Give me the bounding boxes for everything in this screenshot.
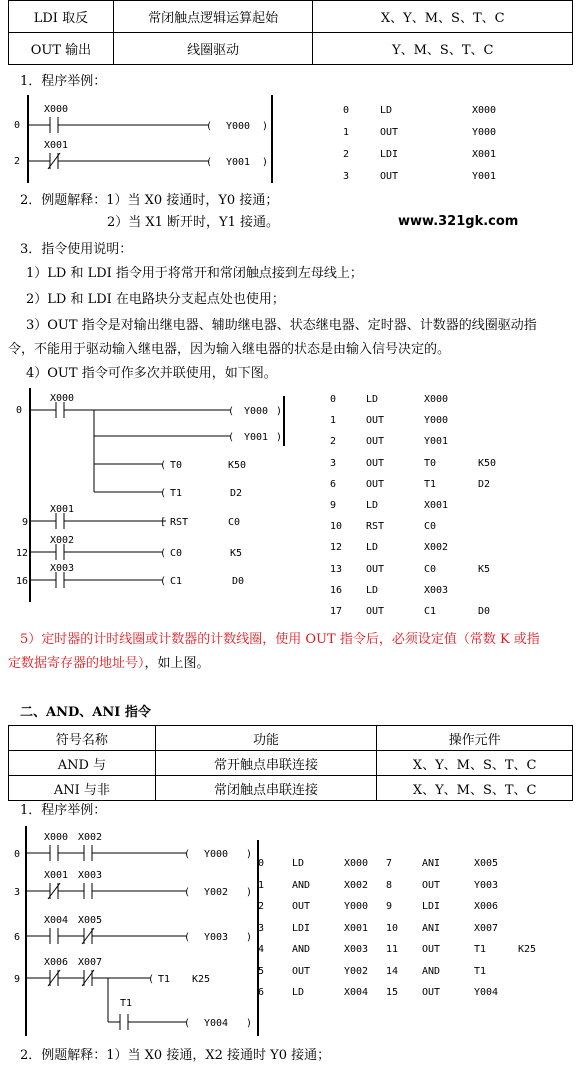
listing-cell: 6 [258,987,265,998]
listing-cell: 9 [386,901,393,912]
step-number: 2 [14,156,21,167]
usage-title: 3．指令使用说明： [20,242,133,257]
note-5-red-text: 定数据寄存器的地址号） [8,656,145,671]
listing-cell: OUT [292,965,311,977]
svg-text:(: ( [148,974,155,985]
svg-text:): ) [246,932,253,943]
listing-cell: 15 [386,987,399,998]
svg-text:[: [ [160,517,167,528]
listing-cell: X000 [472,105,497,116]
listing-cell: OUT [422,987,441,998]
svg-text:(: ( [160,460,167,471]
listing-cell: OUT [366,436,385,448]
listing-cell: 17 [330,606,343,617]
listing-cell: 1 [258,879,265,891]
listing-cell: OUT [422,879,441,891]
contact-label: X005 [78,915,103,926]
listing-cell: LD [292,987,305,998]
listing-cell: LDI [292,922,311,934]
contact-label: X000 [44,104,69,115]
listing-cell: LD [366,542,379,554]
contact-label: X000 [50,393,75,404]
listing-cell: X006 [474,901,499,912]
table-cell: AND 与 [9,751,156,776]
contact-label: T1 [120,998,133,1009]
table-cell: X、Y、M、S、T、C [377,751,573,776]
website-watermark: www.321gk.com [398,214,519,229]
listing-cell: X007 [474,922,499,934]
contact-label: X001 [50,504,75,515]
listing-cell: T1 [424,478,437,490]
listing-cell: X003 [344,944,369,955]
listing-cell: LDI [422,901,441,912]
listing-cell: X003 [424,584,449,596]
listing-cell: LD [366,394,379,405]
listing-cell: LD [366,584,379,596]
coil-label: Y000 [244,406,269,417]
note-5-continued [8,656,210,672]
svg-text:): ) [246,1018,253,1029]
step-number: 3 [14,887,21,898]
step-number: 0 [14,120,21,131]
listing-cell: C1 [424,606,437,617]
step-number: 16 [16,576,29,587]
listing-cell: Y000 [472,127,497,138]
listing-cell: X002 [424,542,449,554]
usage-item: 2）LD 和 LDI 在电路块分支起点处也使用； [26,292,285,307]
listing-cell: 0 [330,394,337,405]
coil-label: Y004 [204,1018,229,1029]
example-title: 1．程序举例： [20,803,107,818]
svg-text:): ) [276,406,283,417]
listing-cell: 4 [258,944,265,955]
listing-cell: D0 [478,606,491,617]
svg-text:): ) [246,887,253,898]
table-header-cell: 操作元件 [377,726,573,751]
ladder-diagram-3 [0,826,275,1041]
listing-cell: C0 [424,521,437,533]
explain-line: 2．例题解释：1）当 X0 接通，X2 接通时 Y0 接通； [20,1048,331,1063]
listing-cell: 1 [343,127,350,138]
contact-label: X002 [78,832,103,843]
listing-cell: 2 [343,149,350,160]
listing-cell: 3 [258,922,265,934]
listing-cell: ANI [422,858,441,869]
coil-label: T1 [158,974,171,985]
listing-cell: OUT [292,901,311,912]
usage-item: 1）LD 和 LDI 指令用于将常开和常闭触点接到左母线上； [26,266,363,281]
svg-text:(: ( [160,488,167,499]
svg-text:): ) [262,157,269,168]
listing-cell: X000 [344,858,369,869]
listing-cell: Y001 [424,436,449,448]
coil-value: C0 [228,517,241,528]
ladder-diagram-2 [0,388,300,620]
explain-line: 2）当 X1 断开时，Y1 接通。 [107,215,280,230]
coil-label: Y000 [204,849,229,860]
listing-cell: Y001 [472,171,497,182]
step-number: 0 [16,405,23,416]
step-number: 9 [14,974,21,985]
svg-text:(: ( [160,548,167,559]
listing-cell: AND [422,965,441,977]
listing-cell: 5 [258,965,265,977]
table-cell: LDI 取反 [9,1,114,33]
listing-cell: X000 [424,394,449,405]
listing-cell: 10 [330,521,343,533]
coil-value: K25 [192,974,211,985]
coil-label: Y003 [204,932,229,943]
listing-cell: LDI [380,149,399,160]
instruction-table-1 [8,0,573,65]
listing-cell: LD [366,500,379,511]
listing-cell: Y003 [474,879,499,891]
listing-cell: 9 [330,500,337,511]
listing-cell: T1 [474,944,487,955]
ladder-diagram-1 [0,95,290,187]
listing-cell: LD [380,105,393,116]
contact-label: X001 [44,870,69,881]
listing-cell: 10 [386,922,399,934]
listing-cell: D2 [478,478,491,490]
coil-value: K50 [228,460,247,471]
listing-cell: K25 [518,944,537,955]
listing-cell: T0 [424,457,437,469]
listing-cell: X001 [424,500,449,511]
section-heading: 二、AND、ANI 指令 [20,705,151,720]
listing-cell: 12 [330,542,343,554]
note-5-black-text: ，如上图。 [144,656,210,671]
listing-cell: 0 [343,105,350,116]
listing-cell: 3 [343,171,350,182]
contact-label: X004 [44,915,69,926]
listing-cell: AND [292,879,311,891]
coil-value: D2 [230,488,243,499]
listing-cell: 16 [330,584,343,596]
svg-text:(: ( [228,432,235,443]
step-number: 12 [16,548,29,559]
table-cell: 常闭触点串联连接 [155,776,377,801]
svg-text:(: ( [206,121,213,132]
table-cell: X、Y、M、S、T、C [313,1,573,33]
listing-cell: X004 [344,987,369,998]
svg-text:(: ( [184,932,191,943]
listing-cell: Y002 [344,965,369,977]
svg-text:(: ( [184,887,191,898]
contact-label: X003 [50,563,75,574]
listing-cell: X001 [472,149,497,160]
listing-cell: 6 [330,478,337,490]
coil-label: T0 [170,460,183,471]
contact-label: X002 [50,535,75,546]
listing-cell: OUT [422,944,441,955]
listing-cell: 0 [258,858,265,869]
example-title: 1．程序举例： [20,74,107,89]
contact-label: X000 [44,832,69,843]
contact-label: X007 [78,957,103,968]
listing-cell: X001 [344,922,369,934]
svg-text:): ) [246,849,253,860]
svg-text:(: ( [184,849,191,860]
table-cell: 常闭触点逻辑运算起始 [113,1,313,33]
contact-label: X001 [44,140,69,151]
svg-text:(: ( [160,576,167,587]
listing-cell: RST [366,521,385,533]
listing-cell: 13 [330,563,343,575]
coil-label: Y002 [204,887,229,898]
listing-cell: OUT [380,127,399,138]
listing-cell: Y000 [424,415,449,427]
note-5: 5）定时器的计时线圈或计数器的计数线圈，使用 OUT 指令后，必须设定值（常数 K 或指 [20,632,540,647]
listing-cell: OUT [366,606,385,617]
listing-cell: 3 [330,457,337,469]
listing-cell: 1 [330,415,337,427]
listing-cell: 2 [258,901,265,912]
coil-label: Y001 [244,432,269,443]
usage-item: 令，不能用于驱动输入继电器，因为输入继电器的状态是由输入信号决定的。 [8,342,451,357]
listing-cell: K5 [478,563,491,575]
listing-cell: T1 [474,965,487,977]
step-number: 6 [14,932,21,943]
usage-item: 4）OUT 指令可作多次并联使用，如下图。 [26,366,277,381]
table-cell: OUT 输出 [9,33,114,65]
coil-value: D0 [232,576,245,587]
svg-text:): ) [262,121,269,132]
listing-cell: C0 [424,563,437,575]
listing-cell: OUT [366,478,385,490]
listing-cell: 8 [386,879,393,891]
listing-cell: Y000 [344,901,369,912]
table-cell: 常开触点串联连接 [155,751,377,776]
listing-cell: 2 [330,436,337,448]
table-cell: ANI 与非 [9,776,156,801]
listing-cell: X005 [474,858,499,869]
usage-item: 3）OUT 指令是对输出继电器、辅助继电器、状态继电器、定时器、计数器的线圈驱动指 [26,318,537,333]
explain-line: 2．例题解释：1）当 X0 接通时，Y0 接通； [20,193,279,208]
coil-label: Y001 [226,157,251,168]
coil-value: K5 [230,548,243,559]
coil-label: Y000 [226,121,251,132]
listing-cell: 11 [386,944,399,955]
listing-cell: ANI [422,922,441,934]
listing-cell: K50 [478,457,497,469]
listing-cell: X002 [344,879,369,891]
listing-cell: 7 [386,858,393,869]
coil-label: C1 [170,576,183,587]
listing-cell: LD [292,858,305,869]
listing-cell: OUT [366,415,385,427]
svg-text:(: ( [228,406,235,417]
table-cell: X、Y、M、S、T、C [377,776,573,801]
listing-cell: OUT [380,171,399,182]
listing-cell: 14 [386,965,399,977]
table-cell: 线圈驱动 [113,33,313,65]
svg-text:(: ( [184,1018,191,1029]
coil-label: T1 [170,488,183,499]
step-number: 0 [14,849,21,860]
svg-text:): ) [276,432,283,443]
step-number: 9 [22,517,29,528]
instruction-table-2 [8,725,573,801]
table-cell: Y、M、S、T、C [313,33,573,65]
table-header-cell: 符号名称 [9,726,156,751]
listing-cell: AND [292,944,311,955]
listing-cell: OUT [366,457,385,469]
coil-label: RST [170,517,189,528]
svg-text:(: ( [206,157,213,168]
listing-cell: Y004 [474,987,499,998]
listing-cell: OUT [366,563,385,575]
contact-label: X006 [44,957,69,968]
coil-label: C0 [170,548,183,559]
table-header-cell: 功能 [155,726,377,751]
contact-label: X003 [78,870,103,881]
